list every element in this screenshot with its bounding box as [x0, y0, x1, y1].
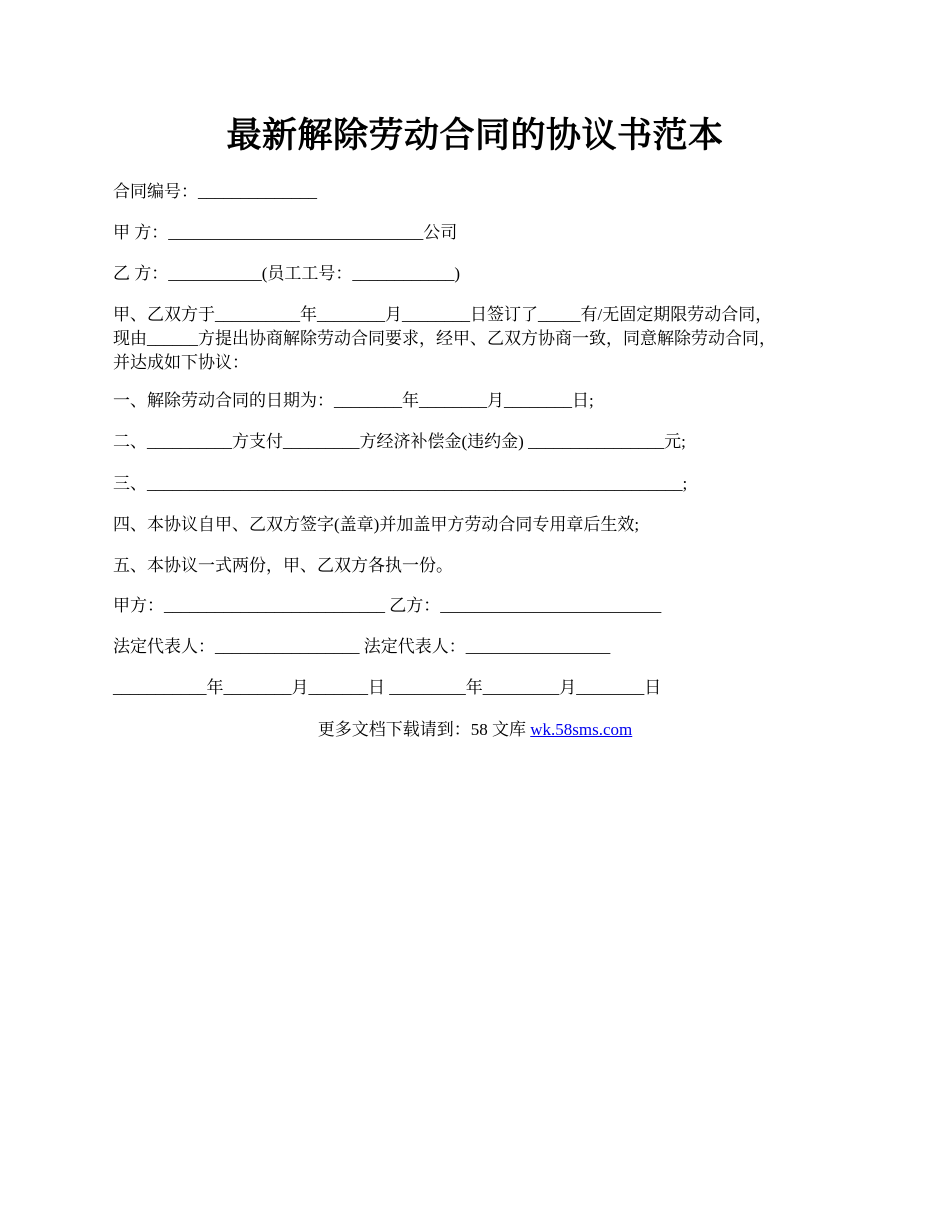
footer [0, 718, 950, 742]
signature-parties-line: 甲方：__________________________ 乙方：__________________________ [113, 596, 662, 615]
document-title: 最新解除劳动合同的协议书范本 [226, 116, 724, 155]
intro-paragraph-line-1: 甲、乙双方于__________年________月________日签订了_____有/无固定期限劳动合同， [113, 305, 773, 324]
clause-2: 二、__________方支付_________方经济补偿金(违约金) ________________元; [113, 432, 686, 451]
intro-paragraph-line-3: 并达成如下协议： [113, 353, 249, 372]
footer-link[interactable]: wk.58sms.com [530, 720, 633, 739]
intro-paragraph-line-2: 现由______方提出协商解除劳动合同要求，经甲、乙双方协商一致，同意解除劳动合同， [113, 329, 776, 348]
clause-5: 五、本协议一式两份，甲、乙双方各执一份。 [113, 556, 453, 575]
party-a-line: 甲 方：______________________________公司 [113, 223, 458, 242]
signature-dates-line: ___________年________月_______日 _________年_________月________日 [113, 678, 662, 697]
footer-text: 更多文档下载请到：58 文库 [317, 720, 531, 739]
clause-3: 三、_______________________________________________________________; [113, 474, 688, 493]
clause-1: 一、解除劳动合同的日期为：________年________月________日; [113, 391, 594, 410]
signature-representatives-line: 法定代表人：_________________ 法定代表人：_________________ [113, 637, 611, 656]
party-b-line: 乙 方：___________(员工工号：____________) [113, 264, 461, 283]
clause-4: 四、本协议自甲、乙双方签字(盖章)并加盖甲方劳动合同专用章后生效; [113, 515, 640, 534]
contract-number-line: 合同编号：______________ [113, 182, 317, 201]
